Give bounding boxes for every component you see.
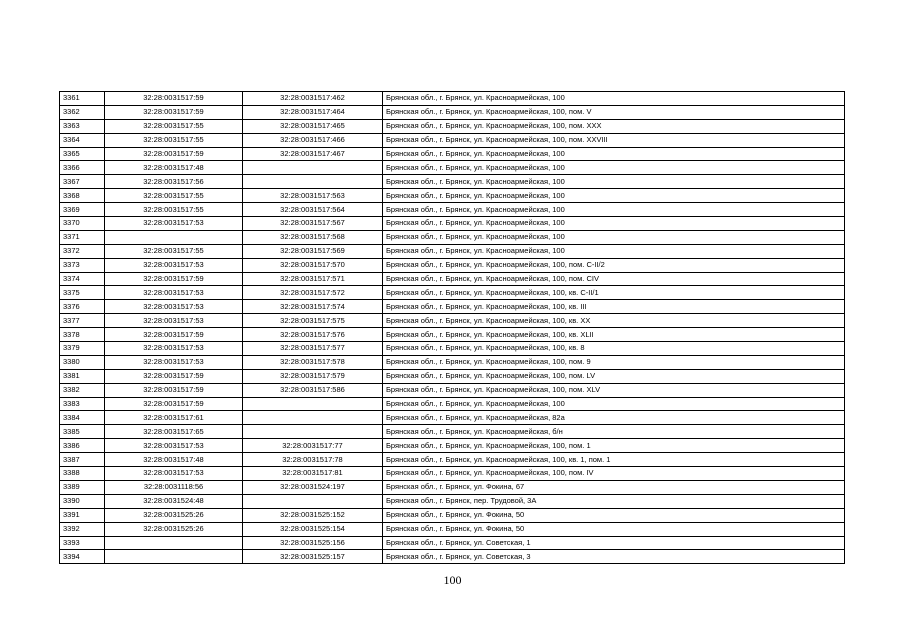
cadastral-number-cell: 32:28:0031517:65	[105, 425, 243, 439]
row-number-cell: 3371	[60, 230, 105, 244]
object-number-cell	[243, 411, 383, 425]
cadastral-number-cell: 32:28:0031517:55	[105, 189, 243, 203]
address-cell: Брянская обл., г. Брянск, ул. Красноармейская, 100	[383, 92, 845, 106]
row-number-cell: 3372	[60, 244, 105, 258]
row-number-cell: 3369	[60, 203, 105, 217]
table-row	[60, 119, 845, 133]
address-cell: Брянская обл., г. Брянск, ул. Фокина, 50	[383, 508, 845, 522]
cadastral-number-cell: 32:28:0031517:53	[105, 314, 243, 328]
cadastral-number-cell	[105, 230, 243, 244]
row-number-cell: 3380	[60, 355, 105, 369]
table-row	[60, 494, 845, 508]
cadastral-number-cell: 32:28:0031517:55	[105, 119, 243, 133]
cadastral-number-cell: 32:28:0031525:26	[105, 522, 243, 536]
row-number-cell: 3373	[60, 258, 105, 272]
row-number-cell: 3378	[60, 328, 105, 342]
object-number-cell: 32:28:0031517:466	[243, 133, 383, 147]
address-cell: Брянская обл., г. Брянск, ул. Красноармейская, 100, кв. 8	[383, 342, 845, 356]
cadastral-number-cell	[105, 550, 243, 564]
object-number-cell: 32:28:0031517:77	[243, 439, 383, 453]
table-row	[60, 453, 845, 467]
address-cell: Брянская обл., г. Брянск, ул. Красноармейская, 100, пом. V	[383, 105, 845, 119]
cadastral-number-cell: 32:28:0031517:59	[105, 105, 243, 119]
row-number-cell: 3387	[60, 453, 105, 467]
object-number-cell: 32:28:0031525:157	[243, 550, 383, 564]
address-cell: Брянская обл., г. Брянск, ул. Красноармейская, 100, пом. XXVIII	[383, 133, 845, 147]
address-cell: Брянская обл., г. Брянск, ул. Красноармейская, 100	[383, 175, 845, 189]
table-row	[60, 480, 845, 494]
address-cell: Брянская обл., г. Брянск, ул. Красноармейская, 100	[383, 189, 845, 203]
cadastral-number-cell: 32:28:0031517:59	[105, 147, 243, 161]
registry-table	[59, 91, 845, 564]
table-row	[60, 92, 845, 106]
row-number-cell: 3368	[60, 189, 105, 203]
table-row	[60, 439, 845, 453]
cadastral-number-cell: 32:28:0031517:61	[105, 411, 243, 425]
cadastral-number-cell: 32:28:0031517:59	[105, 272, 243, 286]
table-row	[60, 133, 845, 147]
address-cell: Брянская обл., г. Брянск, ул. Фокина, 67	[383, 480, 845, 494]
object-number-cell: 32:28:0031517:572	[243, 286, 383, 300]
cadastral-number-cell: 32:28:0031517:55	[105, 203, 243, 217]
row-number-cell: 3394	[60, 550, 105, 564]
table-row	[60, 147, 845, 161]
address-cell: Брянская обл., г. Брянск, ул. Красноармейская, 100, кв. С-II/1	[383, 286, 845, 300]
cadastral-number-cell: 32:28:0031517:53	[105, 258, 243, 272]
cadastral-number-cell: 32:28:0031517:59	[105, 328, 243, 342]
row-number-cell: 3379	[60, 342, 105, 356]
cadastral-number-cell: 32:28:0031118:56	[105, 480, 243, 494]
object-number-cell: 32:28:0031517:574	[243, 300, 383, 314]
address-cell: Брянская обл., г. Брянск, ул. Красноармейская, 100, пом. CIV	[383, 272, 845, 286]
object-number-cell	[243, 161, 383, 175]
table-row	[60, 189, 845, 203]
table-row	[60, 314, 845, 328]
row-number-cell: 3385	[60, 425, 105, 439]
object-number-cell: 32:28:0031517:568	[243, 230, 383, 244]
table-row	[60, 467, 845, 481]
cadastral-number-cell: 32:28:0031517:53	[105, 300, 243, 314]
object-number-cell: 32:28:0031517:464	[243, 105, 383, 119]
table-row	[60, 550, 845, 564]
table-row	[60, 425, 845, 439]
address-cell: Брянская обл., г. Брянск, ул. Красноармейская, 100, кв. XLII	[383, 328, 845, 342]
row-number-cell: 3390	[60, 494, 105, 508]
table-row	[60, 105, 845, 119]
row-number-cell: 3388	[60, 467, 105, 481]
object-number-cell	[243, 494, 383, 508]
address-cell: Брянская обл., г. Брянск, ул. Красноармейская, 100	[383, 203, 845, 217]
object-number-cell: 32:28:0031517:462	[243, 92, 383, 106]
address-cell: Брянская обл., г. Брянск, пер. Трудовой, 3А	[383, 494, 845, 508]
address-cell: Брянская обл., г. Брянск, ул. Красноармейская, 100, кв. XX	[383, 314, 845, 328]
object-number-cell: 32:28:0031517:467	[243, 147, 383, 161]
row-number-cell: 3366	[60, 161, 105, 175]
table-row	[60, 536, 845, 550]
cadastral-number-cell: 32:28:0031517:59	[105, 397, 243, 411]
row-number-cell: 3367	[60, 175, 105, 189]
table-row	[60, 522, 845, 536]
address-cell: Брянская обл., г. Брянск, ул. Красноармейская, 100	[383, 161, 845, 175]
object-number-cell: 32:28:0031517:576	[243, 328, 383, 342]
cadastral-number-cell: 32:28:0031517:59	[105, 369, 243, 383]
cadastral-number-cell: 32:28:0031517:53	[105, 439, 243, 453]
address-cell: Брянская обл., г. Брянск, ул. Красноармейская, б/н	[383, 425, 845, 439]
cadastral-number-cell: 32:28:0031517:59	[105, 92, 243, 106]
object-number-cell: 32:28:0031517:78	[243, 453, 383, 467]
table-row	[60, 217, 845, 231]
page-number: 100	[443, 573, 462, 587]
object-number-cell: 32:28:0031517:579	[243, 369, 383, 383]
address-cell: Брянская обл., г. Брянск, ул. Советская, 1	[383, 536, 845, 550]
row-number-cell: 3375	[60, 286, 105, 300]
object-number-cell: 32:28:0031517:564	[243, 203, 383, 217]
cadastral-number-cell: 32:28:0031517:48	[105, 161, 243, 175]
address-cell: Брянская обл., г. Брянск, ул. Красноармейская, 100, пом. 1	[383, 439, 845, 453]
row-number-cell: 3370	[60, 217, 105, 231]
address-cell: Брянская обл., г. Брянск, ул. Красноармейская, 100	[383, 244, 845, 258]
row-number-cell: 3386	[60, 439, 105, 453]
object-number-cell: 32:28:0031517:578	[243, 355, 383, 369]
cadastral-number-cell: 32:28:0031517:55	[105, 244, 243, 258]
row-number-cell: 3391	[60, 508, 105, 522]
table-row	[60, 300, 845, 314]
object-number-cell: 32:28:0031517:465	[243, 119, 383, 133]
table-row	[60, 411, 845, 425]
row-number-cell: 3376	[60, 300, 105, 314]
row-number-cell: 3384	[60, 411, 105, 425]
row-number-cell: 3383	[60, 397, 105, 411]
cadastral-number-cell: 32:28:0031517:53	[105, 217, 243, 231]
row-number-cell: 3364	[60, 133, 105, 147]
object-number-cell: 32:28:0031517:81	[243, 467, 383, 481]
cadastral-number-cell	[105, 536, 243, 550]
address-cell: Брянская обл., г. Брянск, ул. Красноармейская, 100, пом. 9	[383, 355, 845, 369]
address-cell: Брянская обл., г. Брянск, ул. Красноармейская, 100, пом. С-II/2	[383, 258, 845, 272]
address-cell: Брянская обл., г. Брянск, ул. Фокина, 50	[383, 522, 845, 536]
address-cell: Брянская обл., г. Брянск, ул. Красноармейская, 100	[383, 397, 845, 411]
object-number-cell: 32:28:0031525:154	[243, 522, 383, 536]
object-number-cell	[243, 397, 383, 411]
address-cell: Брянская обл., г. Брянск, ул. Красноармейская, 100	[383, 217, 845, 231]
table-row	[60, 286, 845, 300]
object-number-cell: 32:28:0031525:152	[243, 508, 383, 522]
object-number-cell: 32:28:0031517:571	[243, 272, 383, 286]
cadastral-number-cell: 32:28:0031517:56	[105, 175, 243, 189]
address-cell: Брянская обл., г. Брянск, ул. Красноармейская, 100, пом. LV	[383, 369, 845, 383]
table-row	[60, 342, 845, 356]
row-number-cell: 3377	[60, 314, 105, 328]
cadastral-number-cell: 32:28:0031517:53	[105, 355, 243, 369]
table-row	[60, 258, 845, 272]
address-cell: Брянская обл., г. Брянск, ул. Красноармейская, 100, кв. III	[383, 300, 845, 314]
table-row	[60, 397, 845, 411]
cadastral-number-cell: 32:28:0031517:59	[105, 383, 243, 397]
row-number-cell: 3393	[60, 536, 105, 550]
row-number-cell: 3381	[60, 369, 105, 383]
registry-table-body	[60, 92, 845, 564]
object-number-cell	[243, 425, 383, 439]
address-cell: Брянская обл., г. Брянск, ул. Красноармейская, 100, пом. XLV	[383, 383, 845, 397]
row-number-cell: 3392	[60, 522, 105, 536]
cadastral-number-cell: 32:28:0031517:53	[105, 467, 243, 481]
table-row	[60, 272, 845, 286]
cadastral-number-cell: 32:28:0031517:53	[105, 342, 243, 356]
table-row	[60, 355, 845, 369]
address-cell: Брянская обл., г. Брянск, ул. Красноармейская, 100, пом. IV	[383, 467, 845, 481]
address-cell: Брянская обл., г. Брянск, ул. Красноармейская, 100, пом. XXX	[383, 119, 845, 133]
table-row	[60, 203, 845, 217]
row-number-cell: 3363	[60, 119, 105, 133]
object-number-cell: 32:28:0031517:577	[243, 342, 383, 356]
object-number-cell: 32:28:0031517:575	[243, 314, 383, 328]
cadastral-number-cell: 32:28:0031517:53	[105, 286, 243, 300]
table-row	[60, 508, 845, 522]
object-number-cell: 32:28:0031517:570	[243, 258, 383, 272]
row-number-cell: 3389	[60, 480, 105, 494]
row-number-cell: 3374	[60, 272, 105, 286]
object-number-cell: 32:28:0031517:567	[243, 217, 383, 231]
table-row	[60, 175, 845, 189]
object-number-cell: 32:28:0031525:156	[243, 536, 383, 550]
cadastral-number-cell: 32:28:0031525:26	[105, 508, 243, 522]
object-number-cell	[243, 175, 383, 189]
row-number-cell: 3361	[60, 92, 105, 106]
cadastral-number-cell: 32:28:0031524:48	[105, 494, 243, 508]
table-row	[60, 244, 845, 258]
table-row	[60, 161, 845, 175]
address-cell: Брянская обл., г. Брянск, ул. Красноармейская, 100	[383, 147, 845, 161]
address-cell: Брянская обл., г. Брянск, ул. Красноармейская, 100	[383, 230, 845, 244]
row-number-cell: 3365	[60, 147, 105, 161]
object-number-cell: 32:28:0031517:586	[243, 383, 383, 397]
address-cell: Брянская обл., г. Брянск, ул. Советская, 3	[383, 550, 845, 564]
cadastral-number-cell: 32:28:0031517:48	[105, 453, 243, 467]
table-row	[60, 369, 845, 383]
object-number-cell: 32:28:0031517:569	[243, 244, 383, 258]
object-number-cell: 32:28:0031517:563	[243, 189, 383, 203]
cadastral-number-cell: 32:28:0031517:55	[105, 133, 243, 147]
row-number-cell: 3362	[60, 105, 105, 119]
address-cell: Брянская обл., г. Брянск, ул. Красноармейская, 82а	[383, 411, 845, 425]
address-cell: Брянская обл., г. Брянск, ул. Красноармейская, 100, кв. 1, пом. 1	[383, 453, 845, 467]
table-row	[60, 230, 845, 244]
object-number-cell: 32:28:0031524:197	[243, 480, 383, 494]
row-number-cell: 3382	[60, 383, 105, 397]
table-row	[60, 383, 845, 397]
table-row	[60, 328, 845, 342]
